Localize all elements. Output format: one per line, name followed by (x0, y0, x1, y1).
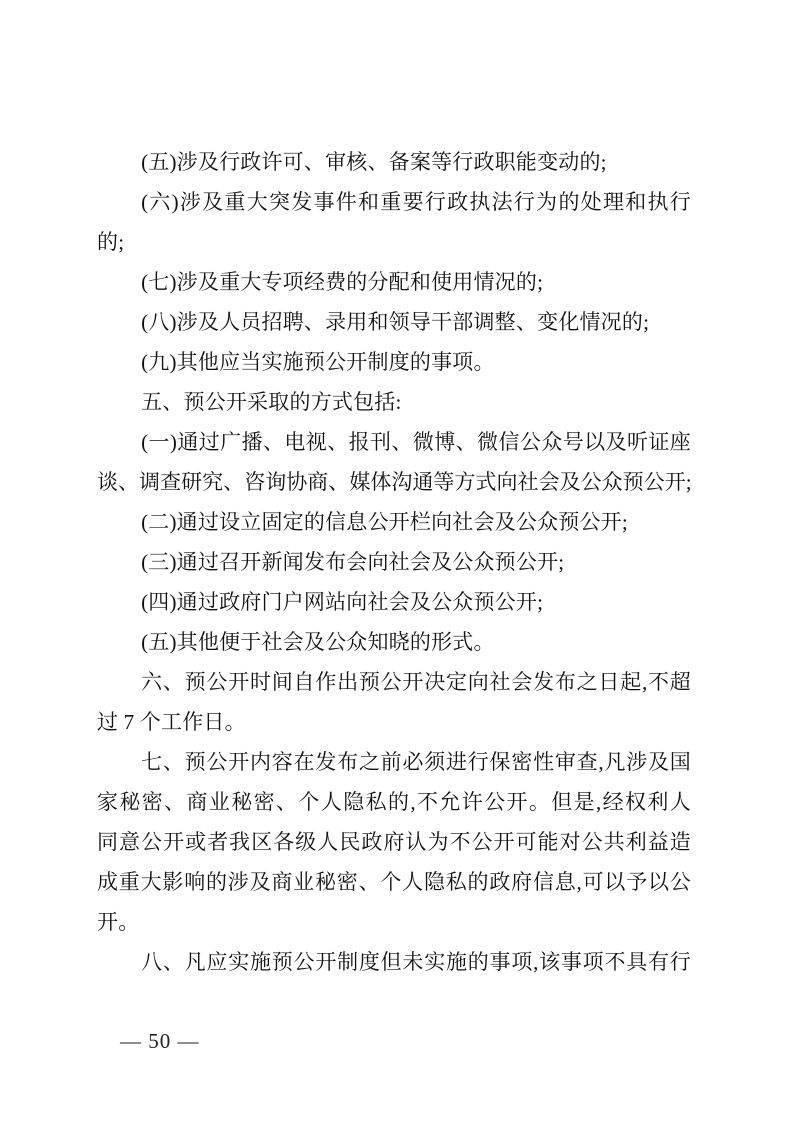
text-line: 同意公开或者我区各级人民政府认为不公开可能对公共利益造 (97, 830, 691, 854)
page-number: — 50 — (120, 1029, 200, 1053)
text-line: (五)涉及行政许可、审核、备案等行政职能变动的; (141, 150, 607, 174)
text-line: (八)涉及人员招聘、录用和领导干部调整、变化情况的; (141, 310, 650, 334)
text-line: (三)通过召开新闻发布会向社会及公众预公开; (141, 550, 565, 574)
text-line: (二)通过设立固定的信息公开栏向社会及公众预公开; (141, 510, 628, 534)
text-line: 八、凡应实施预公开制度但未实施的事项,该事项不具有行 (141, 950, 691, 974)
text-line: (一)通过广播、电视、报刊、微博、微信公众号以及听证座 (141, 430, 691, 454)
text-line: (六)涉及重大突发事件和重要行政执法行为的处理和执行 (141, 190, 691, 214)
text-line: 七、预公开内容在发布之前必须进行保密性审查,凡涉及国 (141, 750, 691, 774)
text-line: 过 7 个工作日。 (97, 710, 246, 734)
text-line: (四)通过政府门户网站向社会及公众预公开; (141, 590, 544, 614)
text-line: 五、预公开采取的方式包括: (141, 390, 402, 414)
text-line: 的; (97, 230, 125, 254)
text-line: 谈、调查研究、咨询协商、媒体沟通等方式向社会及公众预公开; (97, 470, 691, 494)
text-line: (七)涉及重大专项经费的分配和使用情况的; (141, 270, 544, 294)
text-line: 开。 (97, 910, 140, 934)
text-line: (五)其他便于社会及公众知晓的形式。 (141, 630, 495, 654)
text-line: 六、预公开时间自作出预公开决定向社会发布之日起,不超 (141, 670, 691, 694)
text-line: 成重大影响的涉及商业秘密、个人隐私的政府信息,可以予以公 (97, 870, 691, 894)
text-line: (九)其他应当实施预公开制度的事项。 (141, 350, 495, 374)
document-body (97, 142, 691, 982)
text-line: 家秘密、商业秘密、个人隐私的,不允许公开。但是,经权利人 (97, 790, 691, 814)
